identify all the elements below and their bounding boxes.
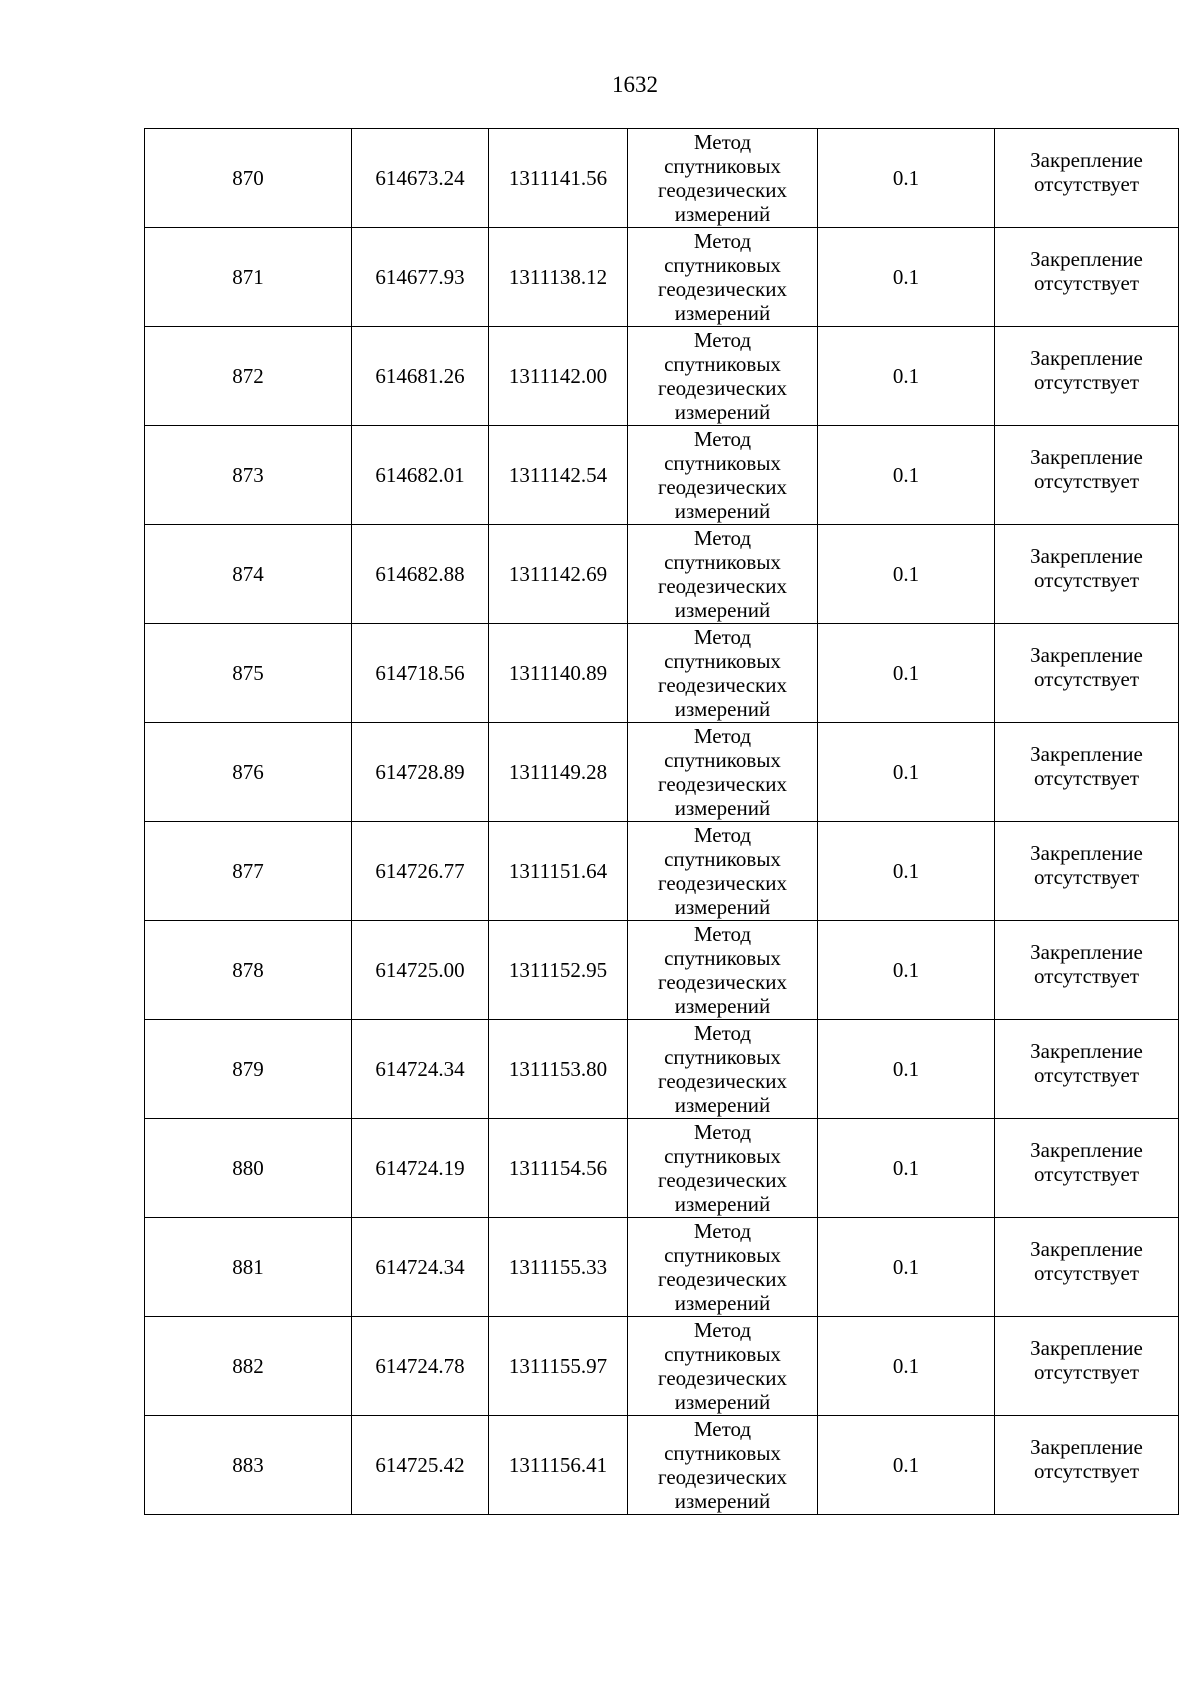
point-number-cell: 877 [145, 822, 352, 921]
table-row [145, 1020, 1179, 1119]
y-coordinate-cell: 1311153.80 [489, 1020, 628, 1119]
x-coordinate-cell: 614724.78 [352, 1317, 489, 1416]
x-coordinate-cell: 614682.88 [352, 525, 489, 624]
fixing-cell [995, 723, 1179, 822]
method-cell [628, 1020, 818, 1119]
x-coordinate-cell: 614726.77 [352, 822, 489, 921]
table-body [145, 129, 1179, 1515]
method-cell [628, 624, 818, 723]
fixing-cell [995, 1218, 1179, 1317]
point-number-cell: 873 [145, 426, 352, 525]
fixing-text: Закрепление отсутствует [1030, 742, 1143, 790]
y-coordinate-cell: 1311149.28 [489, 723, 628, 822]
fixing-text: Закрепление отсутствует [1030, 1138, 1143, 1186]
method-cell [628, 327, 818, 426]
fixing-cell [995, 228, 1179, 327]
accuracy-cell: 0.1 [818, 1416, 995, 1515]
table-row [145, 624, 1179, 723]
y-coordinate-cell: 1311140.89 [489, 624, 628, 723]
fixing-cell [995, 624, 1179, 723]
accuracy-cell: 0.1 [818, 921, 995, 1020]
method-text: Метод спутниковых геодезических измерений [657, 1021, 787, 1117]
table-row [145, 228, 1179, 327]
point-number-cell: 882 [145, 1317, 352, 1416]
method-cell [628, 822, 818, 921]
table-row [145, 1416, 1179, 1515]
fixing-cell [995, 822, 1179, 921]
fixing-text: Закрепление отсутствует [1030, 1237, 1143, 1285]
accuracy-cell: 0.1 [818, 426, 995, 525]
point-number-cell: 878 [145, 921, 352, 1020]
method-cell [628, 1416, 818, 1515]
x-coordinate-cell: 614677.93 [352, 228, 489, 327]
accuracy-cell: 0.1 [818, 1218, 995, 1317]
point-number-cell: 879 [145, 1020, 352, 1119]
method-text: Метод спутниковых геодезических измерений [657, 1219, 787, 1315]
accuracy-cell: 0.1 [818, 525, 995, 624]
accuracy-cell: 0.1 [818, 129, 995, 228]
table-row [145, 1218, 1179, 1317]
fixing-cell [995, 426, 1179, 525]
point-number-cell: 872 [145, 327, 352, 426]
method-text: Метод спутниковых геодезических измерений [657, 1120, 787, 1216]
fixing-cell [995, 1119, 1179, 1218]
coordinates-table [144, 128, 1179, 1515]
point-number-cell: 876 [145, 723, 352, 822]
method-cell [628, 1218, 818, 1317]
table-row [145, 129, 1179, 228]
fixing-text: Закрепление отсутствует [1030, 1336, 1143, 1384]
point-number-cell: 871 [145, 228, 352, 327]
point-number-cell: 870 [145, 129, 352, 228]
accuracy-cell: 0.1 [818, 228, 995, 327]
x-coordinate-cell: 614718.56 [352, 624, 489, 723]
accuracy-cell: 0.1 [818, 1020, 995, 1119]
y-coordinate-cell: 1311138.12 [489, 228, 628, 327]
method-text: Метод спутниковых геодезических измерений [657, 724, 787, 820]
method-cell [628, 921, 818, 1020]
table-row [145, 525, 1179, 624]
method-text: Метод спутниковых геодезических измерений [657, 1417, 787, 1513]
method-text: Метод спутниковых геодезических измерений [657, 625, 787, 721]
y-coordinate-cell: 1311142.54 [489, 426, 628, 525]
method-cell [628, 1317, 818, 1416]
method-text: Метод спутниковых геодезических измерений [657, 130, 787, 226]
fixing-cell [995, 1416, 1179, 1515]
x-coordinate-cell: 614724.19 [352, 1119, 489, 1218]
method-text: Метод спутниковых геодезических измерений [657, 229, 787, 325]
x-coordinate-cell: 614725.42 [352, 1416, 489, 1515]
y-coordinate-cell: 1311152.95 [489, 921, 628, 1020]
fixing-text: Закрепление отсутствует [1030, 643, 1143, 691]
y-coordinate-cell: 1311155.33 [489, 1218, 628, 1317]
y-coordinate-cell: 1311155.97 [489, 1317, 628, 1416]
y-coordinate-cell: 1311151.64 [489, 822, 628, 921]
accuracy-cell: 0.1 [818, 1317, 995, 1416]
fixing-cell [995, 1317, 1179, 1416]
fixing-cell [995, 129, 1179, 228]
method-text: Метод спутниковых геодезических измерений [657, 922, 787, 1018]
fixing-text: Закрепление отсутствует [1030, 544, 1143, 592]
table-row [145, 426, 1179, 525]
fixing-cell [995, 327, 1179, 426]
fixing-cell [995, 525, 1179, 624]
fixing-text: Закрепление отсутствует [1030, 346, 1143, 394]
x-coordinate-cell: 614724.34 [352, 1218, 489, 1317]
x-coordinate-cell: 614681.26 [352, 327, 489, 426]
point-number-cell: 883 [145, 1416, 352, 1515]
table-row [145, 723, 1179, 822]
table-row [145, 1119, 1179, 1218]
fixing-text: Закрепление отсутствует [1030, 148, 1143, 196]
method-text: Метод спутниковых геодезических измерений [657, 328, 787, 424]
x-coordinate-cell: 614724.34 [352, 1020, 489, 1119]
method-text: Метод спутниковых геодезических измерений [657, 526, 787, 622]
table-row [145, 822, 1179, 921]
fixing-cell [995, 921, 1179, 1020]
point-number-cell: 874 [145, 525, 352, 624]
y-coordinate-cell: 1311154.56 [489, 1119, 628, 1218]
method-cell [628, 525, 818, 624]
fixing-text: Закрепление отсутствует [1030, 445, 1143, 493]
y-coordinate-cell: 1311156.41 [489, 1416, 628, 1515]
point-number-cell: 881 [145, 1218, 352, 1317]
x-coordinate-cell: 614725.00 [352, 921, 489, 1020]
accuracy-cell: 0.1 [818, 1119, 995, 1218]
method-text: Метод спутниковых геодезических измерений [657, 823, 787, 919]
fixing-text: Закрепление отсутствует [1030, 247, 1143, 295]
fixing-text: Закрепление отсутствует [1030, 841, 1143, 889]
point-number-cell: 880 [145, 1119, 352, 1218]
table-row [145, 327, 1179, 426]
method-cell [628, 426, 818, 525]
method-cell [628, 129, 818, 228]
method-cell [628, 723, 818, 822]
fixing-text: Закрепление отсутствует [1030, 1435, 1143, 1483]
y-coordinate-cell: 1311141.56 [489, 129, 628, 228]
fixing-text: Закрепление отсутствует [1030, 940, 1143, 988]
y-coordinate-cell: 1311142.69 [489, 525, 628, 624]
x-coordinate-cell: 614673.24 [352, 129, 489, 228]
accuracy-cell: 0.1 [818, 822, 995, 921]
point-number-cell: 875 [145, 624, 352, 723]
fixing-cell [995, 1020, 1179, 1119]
method-text: Метод спутниковых геодезических измерений [657, 1318, 787, 1414]
method-cell [628, 1119, 818, 1218]
x-coordinate-cell: 614728.89 [352, 723, 489, 822]
table-row [145, 921, 1179, 1020]
method-cell [628, 228, 818, 327]
table-row [145, 1317, 1179, 1416]
accuracy-cell: 0.1 [818, 624, 995, 723]
page-number: 1632 [612, 72, 658, 97]
fixing-text: Закрепление отсутствует [1030, 1039, 1143, 1087]
y-coordinate-cell: 1311142.00 [489, 327, 628, 426]
x-coordinate-cell: 614682.01 [352, 426, 489, 525]
method-text: Метод спутниковых геодезических измерений [657, 427, 787, 523]
accuracy-cell: 0.1 [818, 723, 995, 822]
accuracy-cell: 0.1 [818, 327, 995, 426]
